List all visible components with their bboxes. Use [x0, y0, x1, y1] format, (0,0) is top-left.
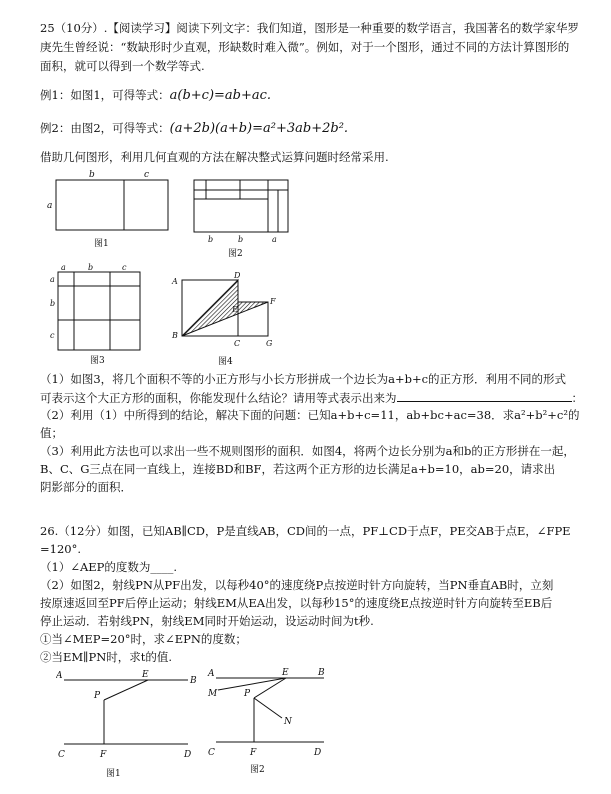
q26-part2-line2: 按原速返回至PF后停止运动；射线EM从EA出发，以每秒15°的速度绕E点按逆时针方向旋转至EB后: [40, 596, 553, 610]
fig2-label-C: C: [208, 748, 215, 758]
figure-4: [170, 268, 290, 370]
q26-part1: （1）∠AEP的度数为____.: [40, 560, 178, 574]
fig4-label-D: D: [234, 271, 241, 280]
q26-figure-2: [206, 666, 336, 782]
example2-prefix: 例2：由图2，可得等式：: [40, 121, 170, 135]
fig4-shaded-region: [182, 280, 268, 336]
fig2-label-P: P: [244, 689, 251, 699]
fig2-label-F: F: [250, 748, 257, 758]
fig4-label-F: F: [270, 297, 276, 306]
q25-part3-line2: B、C、G三点在同一直线上，连接BD和BF，若这两个正方形的边长满足a+b=10，ab=20，请求出: [40, 462, 556, 476]
q25-line1: 25（10分）.【阅读学习】阅读下列文字：我们知道，图形是一种重要的数学语言，我国著名的数学家华罗: [40, 21, 579, 35]
q25-example1: [40, 88, 271, 103]
q26-line2: =120°.: [40, 542, 81, 556]
fig4-label-B: B: [172, 331, 178, 340]
fig1-label-P: P: [94, 691, 101, 701]
figure-1: [44, 168, 174, 250]
q25-part3-line3: 阴影部分的面积．: [40, 480, 132, 494]
fig1-label-a: a: [47, 201, 53, 211]
fig2-label-A: A: [208, 669, 215, 679]
fig1-label-C: C: [58, 750, 65, 760]
fig3-label-b-top: b: [88, 263, 94, 272]
q26-part2-line3: 停止运动．若射线PN，射线EM同时开始运动，设运动时间为t秒.: [40, 614, 374, 628]
fig1-caption: 图1: [94, 239, 109, 249]
q26-figure-1: [56, 668, 206, 784]
fig4-caption: 图4: [218, 357, 233, 367]
fig3-label-b-left: b: [50, 299, 56, 308]
fig1-label-D: D: [184, 750, 192, 760]
fig2-label-a: a: [272, 235, 277, 244]
q25-line2: 庚先生曾经说：“数缺形时少直观，形缺数时难入微”。例如，对于一个图形，通过不同的方法计算图形的: [40, 40, 570, 54]
fig3-label-c-left: c: [50, 331, 55, 340]
fig1-label-B: B: [190, 676, 197, 686]
answer-blank[interactable]: [397, 390, 572, 402]
figure-2: [188, 172, 298, 260]
fig2-label-b2: b: [238, 235, 244, 244]
example1-prefix: 例1：如图1，可得等式：: [40, 88, 170, 102]
q25-part2-line1: （2）利用（1）中所得到的结论，解决下面的问题：已知a+b+c=11，ab+bc+ac=38．求a²+b²+c²的: [40, 408, 580, 422]
fig3-label-a-top: a: [61, 263, 66, 272]
example2-formula: (a+2b)(a+b)=a²+3ab+2b².: [169, 121, 349, 136]
fig2-outer-rect: [194, 180, 288, 232]
q26-sub2: ②当EM∥PN时，求t的值.: [40, 650, 173, 664]
fig1-label-E: E: [142, 670, 149, 680]
example1-formula: a(b+c)=ab+ac.: [169, 88, 272, 103]
fig4-label-A: A: [172, 277, 178, 286]
q25-line3: 面积，就可以得到一个数学等式.: [40, 59, 205, 73]
q26-part2-line1: （2）如图2，射线PN从PF出发，以每秒40°的速度绕P点按逆时针方向旋转，当PN垂直AB时，立刻: [40, 578, 554, 592]
q25-intro: 借助几何图形，利用几何直观的方法在解决整式运算问题时经常采用.: [40, 150, 389, 164]
figure-3: [44, 262, 144, 367]
q25-example2: [40, 121, 348, 136]
q26-line1: 26.（12分）如图，已知AB∥CD，P是直线AB，CD间的一点，PF⊥CD于点F，PE交AB于点E，∠FPE: [40, 524, 571, 538]
fig3-label-c-top: c: [122, 263, 127, 272]
fig2-label-M: M: [208, 689, 218, 699]
fig1-label-b: b: [89, 170, 95, 180]
fig4-label-E: E: [232, 305, 238, 314]
fig4-label-G: G: [266, 339, 273, 348]
segment-PE: [104, 680, 148, 700]
q26-sub1: ①当∠MEP=20°时，求∠EPN的度数；: [40, 632, 247, 646]
q25-part1-line2: 可表示这个大正方形的面积，你能发现什么结论？请用等式表示出来为 ：: [40, 391, 583, 405]
q25-part1-line1: （1）如图3，将几个面积不等的小正方形与小长方形拼成一个边长为a+b+c的正方形．利用不同的形式: [40, 372, 567, 386]
fig4-label-C: C: [234, 339, 241, 348]
fig2-label-E: E: [282, 668, 289, 678]
fig3-outer-square: [58, 272, 140, 350]
fig3-label-a-left: a: [50, 275, 55, 284]
ray-PN: [254, 698, 282, 718]
q26-fig2-caption: 图2: [250, 765, 265, 775]
q25-part2-line2: 值；: [40, 426, 63, 440]
fig2-label-b1: b: [208, 235, 214, 244]
fig1-label-A: A: [56, 671, 63, 681]
fig2-label-B: B: [318, 668, 325, 678]
q25-part3-line1: （3）利用此方法也可以求出一些不规则图形的面积．如图4，将两个边长分别为a和b的正方形拼在一起，: [40, 444, 575, 458]
fig1-label-c: c: [144, 170, 150, 180]
fig2-label-D: D: [314, 748, 322, 758]
fig3-caption: 图3: [90, 356, 105, 366]
fig1-outer-rect: [56, 180, 168, 230]
fig1-label-F: F: [100, 750, 107, 760]
q26-fig1-caption: 图1: [106, 769, 121, 779]
fig2-label-N: N: [284, 717, 292, 727]
fig2-caption: 图2: [228, 249, 243, 259]
